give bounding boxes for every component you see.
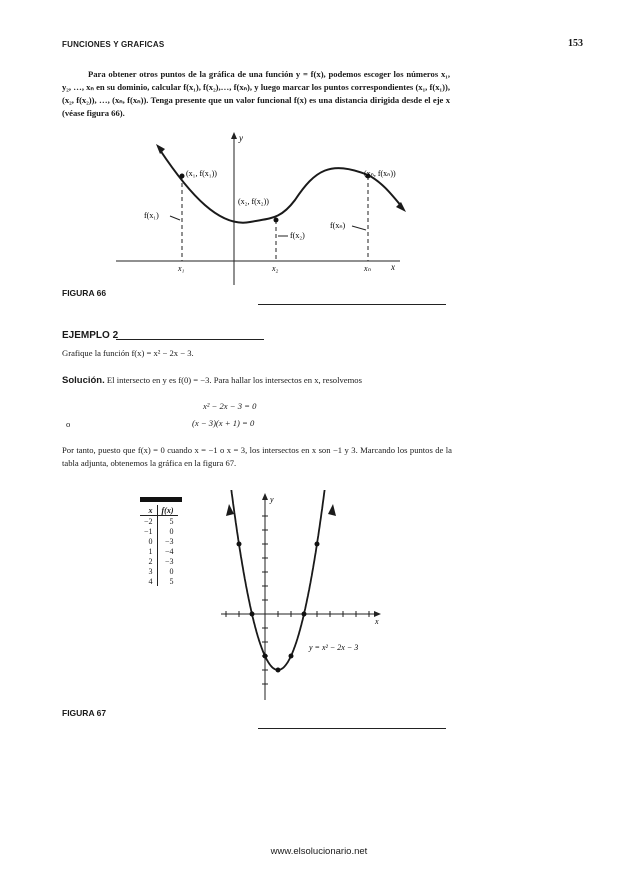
footer-url[interactable]: www.elsolucionario.net [270, 846, 368, 857]
table-cell-x: 3 [140, 566, 157, 576]
running-head: FUNCIONES Y GRAFICAS [62, 40, 165, 49]
axis-ticks [226, 516, 369, 684]
table-cell-x: 4 [140, 576, 157, 586]
data-point [250, 612, 255, 617]
x-axis-label: x [391, 262, 395, 272]
function-curve [160, 150, 402, 223]
figure-66-label: FIGURA 66 [62, 288, 107, 298]
solution-text: El intersecto en y es f(0) = −3. Para hallar los intersectos en x, resolvemos [106, 375, 362, 385]
point-x2 [274, 218, 279, 223]
fx1-label: f(x₁) [144, 211, 159, 220]
example-statement: Grafique la función f(x) = x² − 2x − 3. [62, 348, 194, 358]
tick-xn: xₙ [364, 264, 371, 273]
table-cell-fx: 0 [169, 526, 174, 536]
tick-x1: x₁ [178, 264, 185, 273]
solution-paragraph [62, 374, 452, 387]
data-points [237, 542, 320, 673]
conclusion-paragraph: Por tanto, puesto que f(x) = 0 cuando x = −1 o x = 3, los intersectos en x son −1 y 3. Marcando los puntos de la tabla adjunta, obtenemos la gráfica en la figura 67. [62, 445, 452, 468]
example-title-rule [116, 339, 264, 340]
tick-x2: x₂ [272, 264, 279, 273]
table-cell-fx: −4 [165, 546, 174, 556]
fx2-label: f(x₂) [290, 231, 305, 240]
table-cell-fx: 5 [169, 516, 174, 526]
table-cell-x: 0 [140, 536, 157, 546]
data-point [289, 654, 294, 659]
figure-67-label: FIGURA 67 [62, 708, 107, 718]
fx1-pointer [170, 216, 180, 220]
table-header-fx: f(x) [161, 505, 174, 515]
data-point [315, 542, 320, 547]
fxn-label: f(xₙ) [330, 221, 346, 230]
table-top-bar [140, 497, 182, 502]
data-point [237, 542, 242, 547]
table-cell-x: 1 [140, 546, 157, 556]
page-number: 153 [568, 38, 583, 49]
data-point [263, 654, 268, 659]
solution-head: Solución. [62, 375, 105, 386]
equation-2: (x − 3)(x + 1) = 0 [192, 418, 255, 428]
point2-label: (x₂, f(x₂)) [238, 197, 269, 206]
values-table [140, 505, 178, 586]
figure-66-graph [110, 130, 410, 290]
table-cell-fx: 5 [169, 576, 174, 586]
table-header-x: x [140, 505, 157, 516]
y-axis-label: y [270, 495, 274, 504]
curve-right-arrow-icon [328, 504, 336, 516]
intro-text: Para obtener otros puntos de la gráfica de una función y = f(x), podemos escoger los números x₁, y₂, …, xₙ en su dominio, calcular f(x₁), f(x₂),…, f(xₙ), y luego marcar los puntos correspondientes (x₁, f(x₁)), (x₂, f(x₂)), …, (xₙ, f(xₙ)). Tenga presente que un valor funcional f(x) es una distancia dirigida desde el eje x (véase figura 66). [62, 69, 450, 118]
y-axis-arrow-icon [262, 493, 268, 500]
fxn-pointer [352, 226, 366, 230]
table-cell-x: −1 [140, 526, 157, 536]
data-point [276, 668, 281, 673]
figure-67-graph [215, 490, 390, 705]
intro-paragraph [62, 68, 450, 120]
y-axis-label: y [239, 133, 243, 143]
example-title: EJEMPLO 2 [62, 330, 119, 341]
point-x1 [180, 174, 185, 179]
curve-label: y = x² − 2x − 3 [309, 643, 359, 652]
curve-start-arrow-icon [156, 144, 165, 154]
equation-1: x² − 2x − 3 = 0 [203, 401, 257, 411]
divider-rule [258, 304, 446, 305]
table-cell-fx: −3 [165, 556, 174, 566]
x-axis-label: x [375, 617, 379, 626]
table-cell-fx: 0 [169, 566, 174, 576]
divider-rule [258, 728, 446, 729]
data-point [302, 612, 307, 617]
table-cell-x: −2 [140, 516, 157, 527]
pointn-label: (xₙ, f(xₙ)) [364, 169, 396, 178]
table-cell-x: 2 [140, 556, 157, 566]
table-cell-fx: −3 [165, 536, 174, 546]
curve-end-arrow-icon [396, 202, 406, 212]
connector-text: o [66, 419, 71, 429]
point1-label: (x₁, f(x₁)) [186, 169, 217, 178]
y-axis-arrow-icon [231, 132, 237, 139]
